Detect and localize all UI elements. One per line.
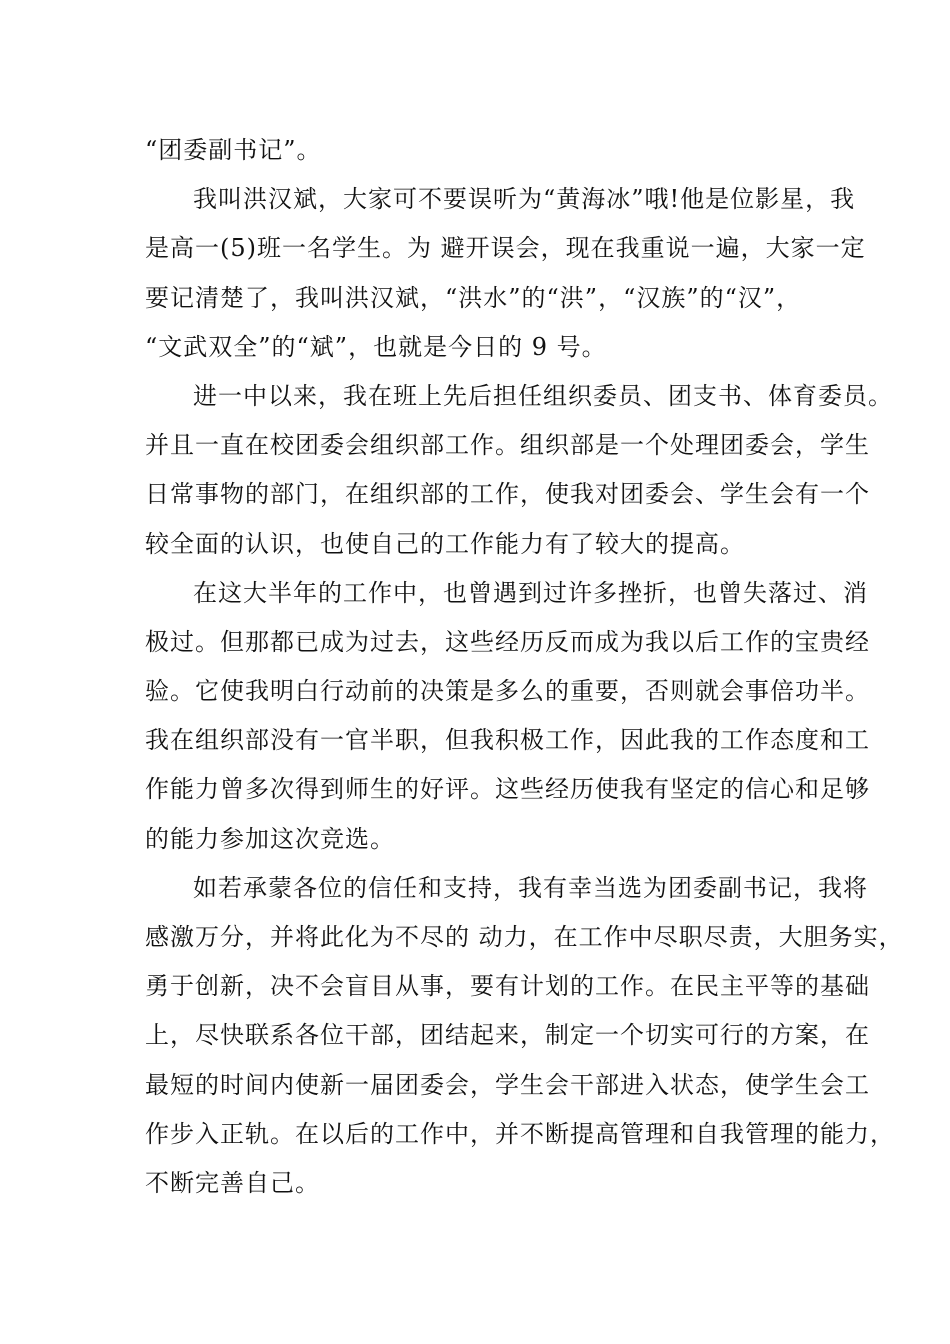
- text-line: 感激万分，并将此化为不尽的 动力，在工作中尽职尽责，大胆务实，: [145, 923, 904, 951]
- text-line: 作能力曾多次得到师生的好评。这些经历使我有坚定的信心和足够: [145, 775, 870, 804]
- text-line: 在这大半年的工作中，也曾遇到过许多挫折，也曾失落过、消: [193, 578, 868, 607]
- text-line: 日常事物的部门，在组织部的工作，使我对团委会、学生会有一个: [145, 480, 870, 509]
- paragraph-3: [145, 372, 893, 569]
- speech-text: [145, 126, 904, 1208]
- text-line: 如若承蒙各位的信任和支持，我有幸当选为团委副书记，我将: [193, 873, 868, 902]
- text-line: “团委副书记”。: [145, 136, 322, 164]
- text-line: 我在组织部没有一官半职，但我积极工作，因此我的工作态度和工: [145, 726, 870, 755]
- paragraph-4: [145, 569, 870, 864]
- text-line: 我叫洪汉斌，大家可不要误听为“黄海冰”哦!他是位影星，我: [193, 185, 856, 214]
- text-line: 并且一直在校团委会组织部工作。组织部是一个处理团委会，学生: [145, 431, 870, 460]
- text-line: 最短的时间内使新一届团委会，学生会干部进入状态，使学生会工: [145, 1070, 870, 1099]
- paragraph-1: [145, 126, 825, 175]
- text-line: 进一中以来，我在班上先后担任组织委员、团支书、体育委员。: [193, 381, 893, 410]
- text-line: 要记清楚了，我叫洪汉斌，“洪水”的“洪”，“汉族”的“汉”，: [145, 283, 802, 312]
- text-line: “文武双全”的“斌”，也就是今日的 9 号。: [145, 332, 607, 361]
- text-line: 勇于创新，决不会盲目从事，要有计划的工作。在民主平等的基础: [145, 972, 870, 1001]
- paragraph-2: [145, 175, 866, 372]
- text-line: 上，尽快联系各位干部，团结起来，制定一个切实可行的方案，在: [145, 1021, 870, 1050]
- paragraph-5: [145, 864, 904, 1208]
- text-line: 验。它使我明白行动前的决策是多么的重要，否则就会事倍功半。: [145, 677, 870, 706]
- text-line: 作步入正轨。在以后的工作中，并不断提高管理和自我管理的能力，: [145, 1119, 895, 1148]
- text-line: 较全面的认识，也使自己的工作能力有了较大的提高。: [145, 529, 745, 558]
- text-line: 的能力参加这次竞选。: [145, 824, 395, 853]
- text-line: 不断完善自己。: [145, 1168, 320, 1197]
- text-line: 极过。但那都已成为过去，这些经历反而成为我以后工作的宝贵经: [145, 627, 870, 656]
- text-line: 是高一(5)班一名学生。为 避开误会，现在我重说一遍，大家一定: [145, 234, 866, 263]
